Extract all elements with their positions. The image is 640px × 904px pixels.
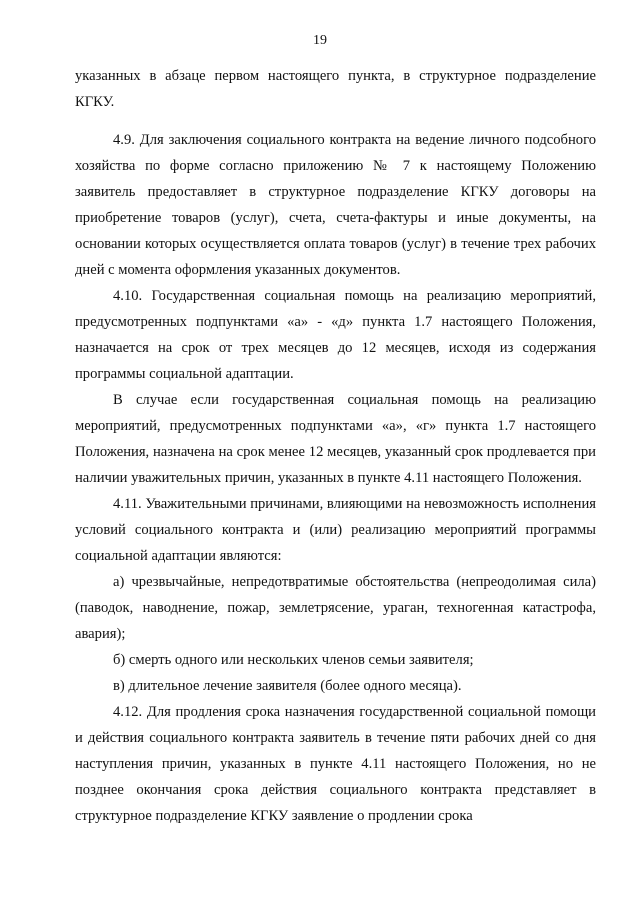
paragraph-4-11: 4.11. Уважительными причинами, влияющими на невозможность исполнения условий социального контракта и (или) реализацию мероприятий программы социальной адаптации являются: xyxy=(75,496,596,564)
paragraph-4-9: 4.9. Для заключения социального контракта на ведение личного подсобного хозяйства по форме согласно приложению № 7 к настоящему Положению заявитель предоставляет в структурное подразделение КГКУ договоры на приобретение товаров (услуг), счета, счета-фактуры и иные документы, на основании которых осуществляется оплата товаров (услуг) в течение трех рабочих дней с момента оформления указанных документов. xyxy=(75,132,596,278)
paragraph-4-11-item-c: в) длительное лечение заявителя (более одного месяца). xyxy=(113,678,462,694)
paragraph-4-12: 4.12. Для продления срока назначения государственной социальной помощи и действия социального контракта заявитель в течение пяти рабочих дней со дня наступления причин, указанных в пункте 4.11 настоящего Положения, но не позднее окончания срока действия социального контракта представляет в структурное подразделение КГКУ заявление о продлении срока xyxy=(75,704,596,824)
paragraph-continuation: указанных в абзаце первом настоящего пункта, в структурное подразделение КГКУ. xyxy=(75,68,596,110)
document-body xyxy=(75,63,596,829)
page-number: 19 xyxy=(313,33,327,48)
paragraph-4-11-item-b: б) смерть одного или нескольких членов семьи заявителя; xyxy=(113,652,474,668)
paragraph-4-10: 4.10. Государственная социальная помощь на реализацию мероприятий, предусмотренных подпунктами «а» - «д» пункта 1.7 настоящего Положения, назначается на срок от трех месяцев до 12 месяцев, исходя из содержания программы социальной адаптации. xyxy=(75,288,596,382)
paragraph-4-11-item-a: а) чрезвычайные, непредотвратимые обстоятельства (непреодолимая сила) (паводок, наводнение, пожар, землетрясение, ураган, техногенная катастрофа, авария); xyxy=(75,574,596,642)
paragraph-4-10-extension: В случае если государственная социальная помощь на реализацию мероприятий, предусмотренных подпунктами «а», «г» пункта 1.7 настоящего Положения, назначена на срок менее 12 месяцев, указанный срок продлевается при наличии уважительных причин, указанных в пункте 4.11 настоящего Положения. xyxy=(75,392,596,486)
